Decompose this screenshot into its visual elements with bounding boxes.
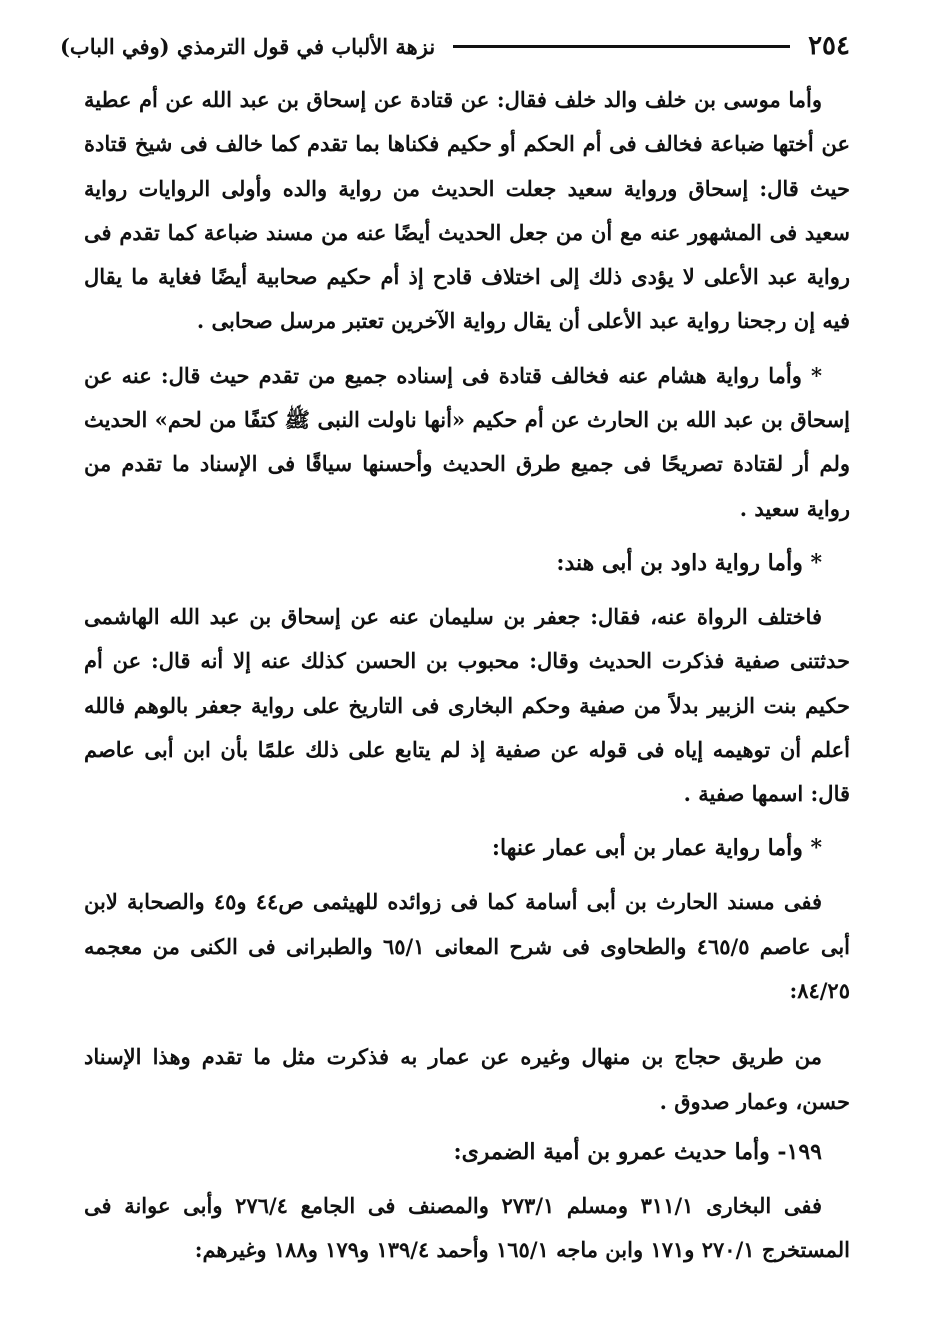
section-heading-ammar: * وأما رواية عمار بن أبى عمار عنها: <box>491 835 822 862</box>
running-title: نزهة الألباب في قول الترمذي (وفي الباب) <box>60 33 436 59</box>
paragraph-hadith-199-sources: ففى البخارى ٣١١/١ ومسلم ٢٧٣/١ والمصنف فى الجامع ٢٧٦/٤ وأبى عوانة فى المستخرج ٢٧٠/١ و١٧١ وابن ماجه ١٦٥/١ وأحمد ١٣٩/٤ و١٧٩ و١٨٨ وغيرهم: <box>84 1192 850 1263</box>
header-rule <box>453 45 790 48</box>
paragraph-dawud-narration: فاختلف الرواة عنه، فقال: جعفر بن سليمان عنه عن إسحاق بن عبد الله الهاشمى حدثتنى صفية فذكرت الحديث وقال: محبوب بن الحسن كذلك عنه إلا أنه قال: عن أم حكيم بنت الزبير بدلاً من صفية وحكم البخارى فى التاريخ على رواية جعفر بالوهم فالله أعلم أن توهيمه إياه فى قوله عن صفية إذ لم يتابع على ذلك علمًا بأن ابن أبى عاصم قال: اسمها صفية . <box>84 603 850 807</box>
paragraph-ammar-chain: من طريق حجاج بن منهال وغيره عن عمار به فذكرت مثل ما تقدم وهذا الإسناد حسن، وعمار صدوق . <box>84 1044 850 1114</box>
page-number: ٢٥٤ <box>808 31 850 61</box>
paragraph-musa-ibn-khalaf: وأما موسى بن خلف والد خلف فقال: عن قتادة عن إسحاق بن عبد الله عن أم عطية عن أختها ضباعة فخالف فى أم الحكم أو حكيم فكناها بما تقدم كما خالف فى شيخ قتادة حيث قال: إسحاق ورواية سعيد جعلت الحديث من رواية والده وأولى الروايات رواية سعيد فى المشهور عنه مع أن من جعل الحديث أيضًا عنه من مسند ضباعة كما تقدم فى رواية عبد الأعلى لا يؤدى ذلك إلى اختلاف قادح إذ أم حكيم صحابية أيضًا فغاية ما يقال فيه إن رجحنا رواية عبد الأعلى أن يقال رواية الآخرين تعتبر مرسل صحابى . <box>84 87 850 334</box>
page-header <box>60 26 850 66</box>
paragraph-hisham-narration: * وأما رواية هشام عنه فخالف قتادة فى إسناده جميع من تقدم حيث قال: عنه عن إسحاق بن عبد الله بن الحارث عن أم حكيم «أنها ناولت النبى ﷺ كتفًا من لحم» الحديث ولم أر لقتادة تصريحًا فى جميع طرق الحديث وأحسنها سياقًا فى الإسناد ما تقدم من رواية سعيد . <box>84 362 850 521</box>
section-heading-dawud: * وأما رواية داود بن أبى هند: <box>556 549 822 576</box>
paragraph-ammar-sources: ففى مسند الحارث بن أبى أسامة كما فى زوائده للهيثمى ص٤٤ و٤٥ والصحابة لابن أبى عاصم ٤٦٥/٥ والطحاوى فى شرح المعانى ٦٥/١ والطبرانى فى الكنى من معجمه ٨٤/٢٥: <box>84 889 851 1004</box>
page-body <box>84 78 850 1273</box>
section-heading-hadith-199: ١٩٩- وأما حديث عمرو بن أمية الضمرى: <box>453 1138 822 1165</box>
